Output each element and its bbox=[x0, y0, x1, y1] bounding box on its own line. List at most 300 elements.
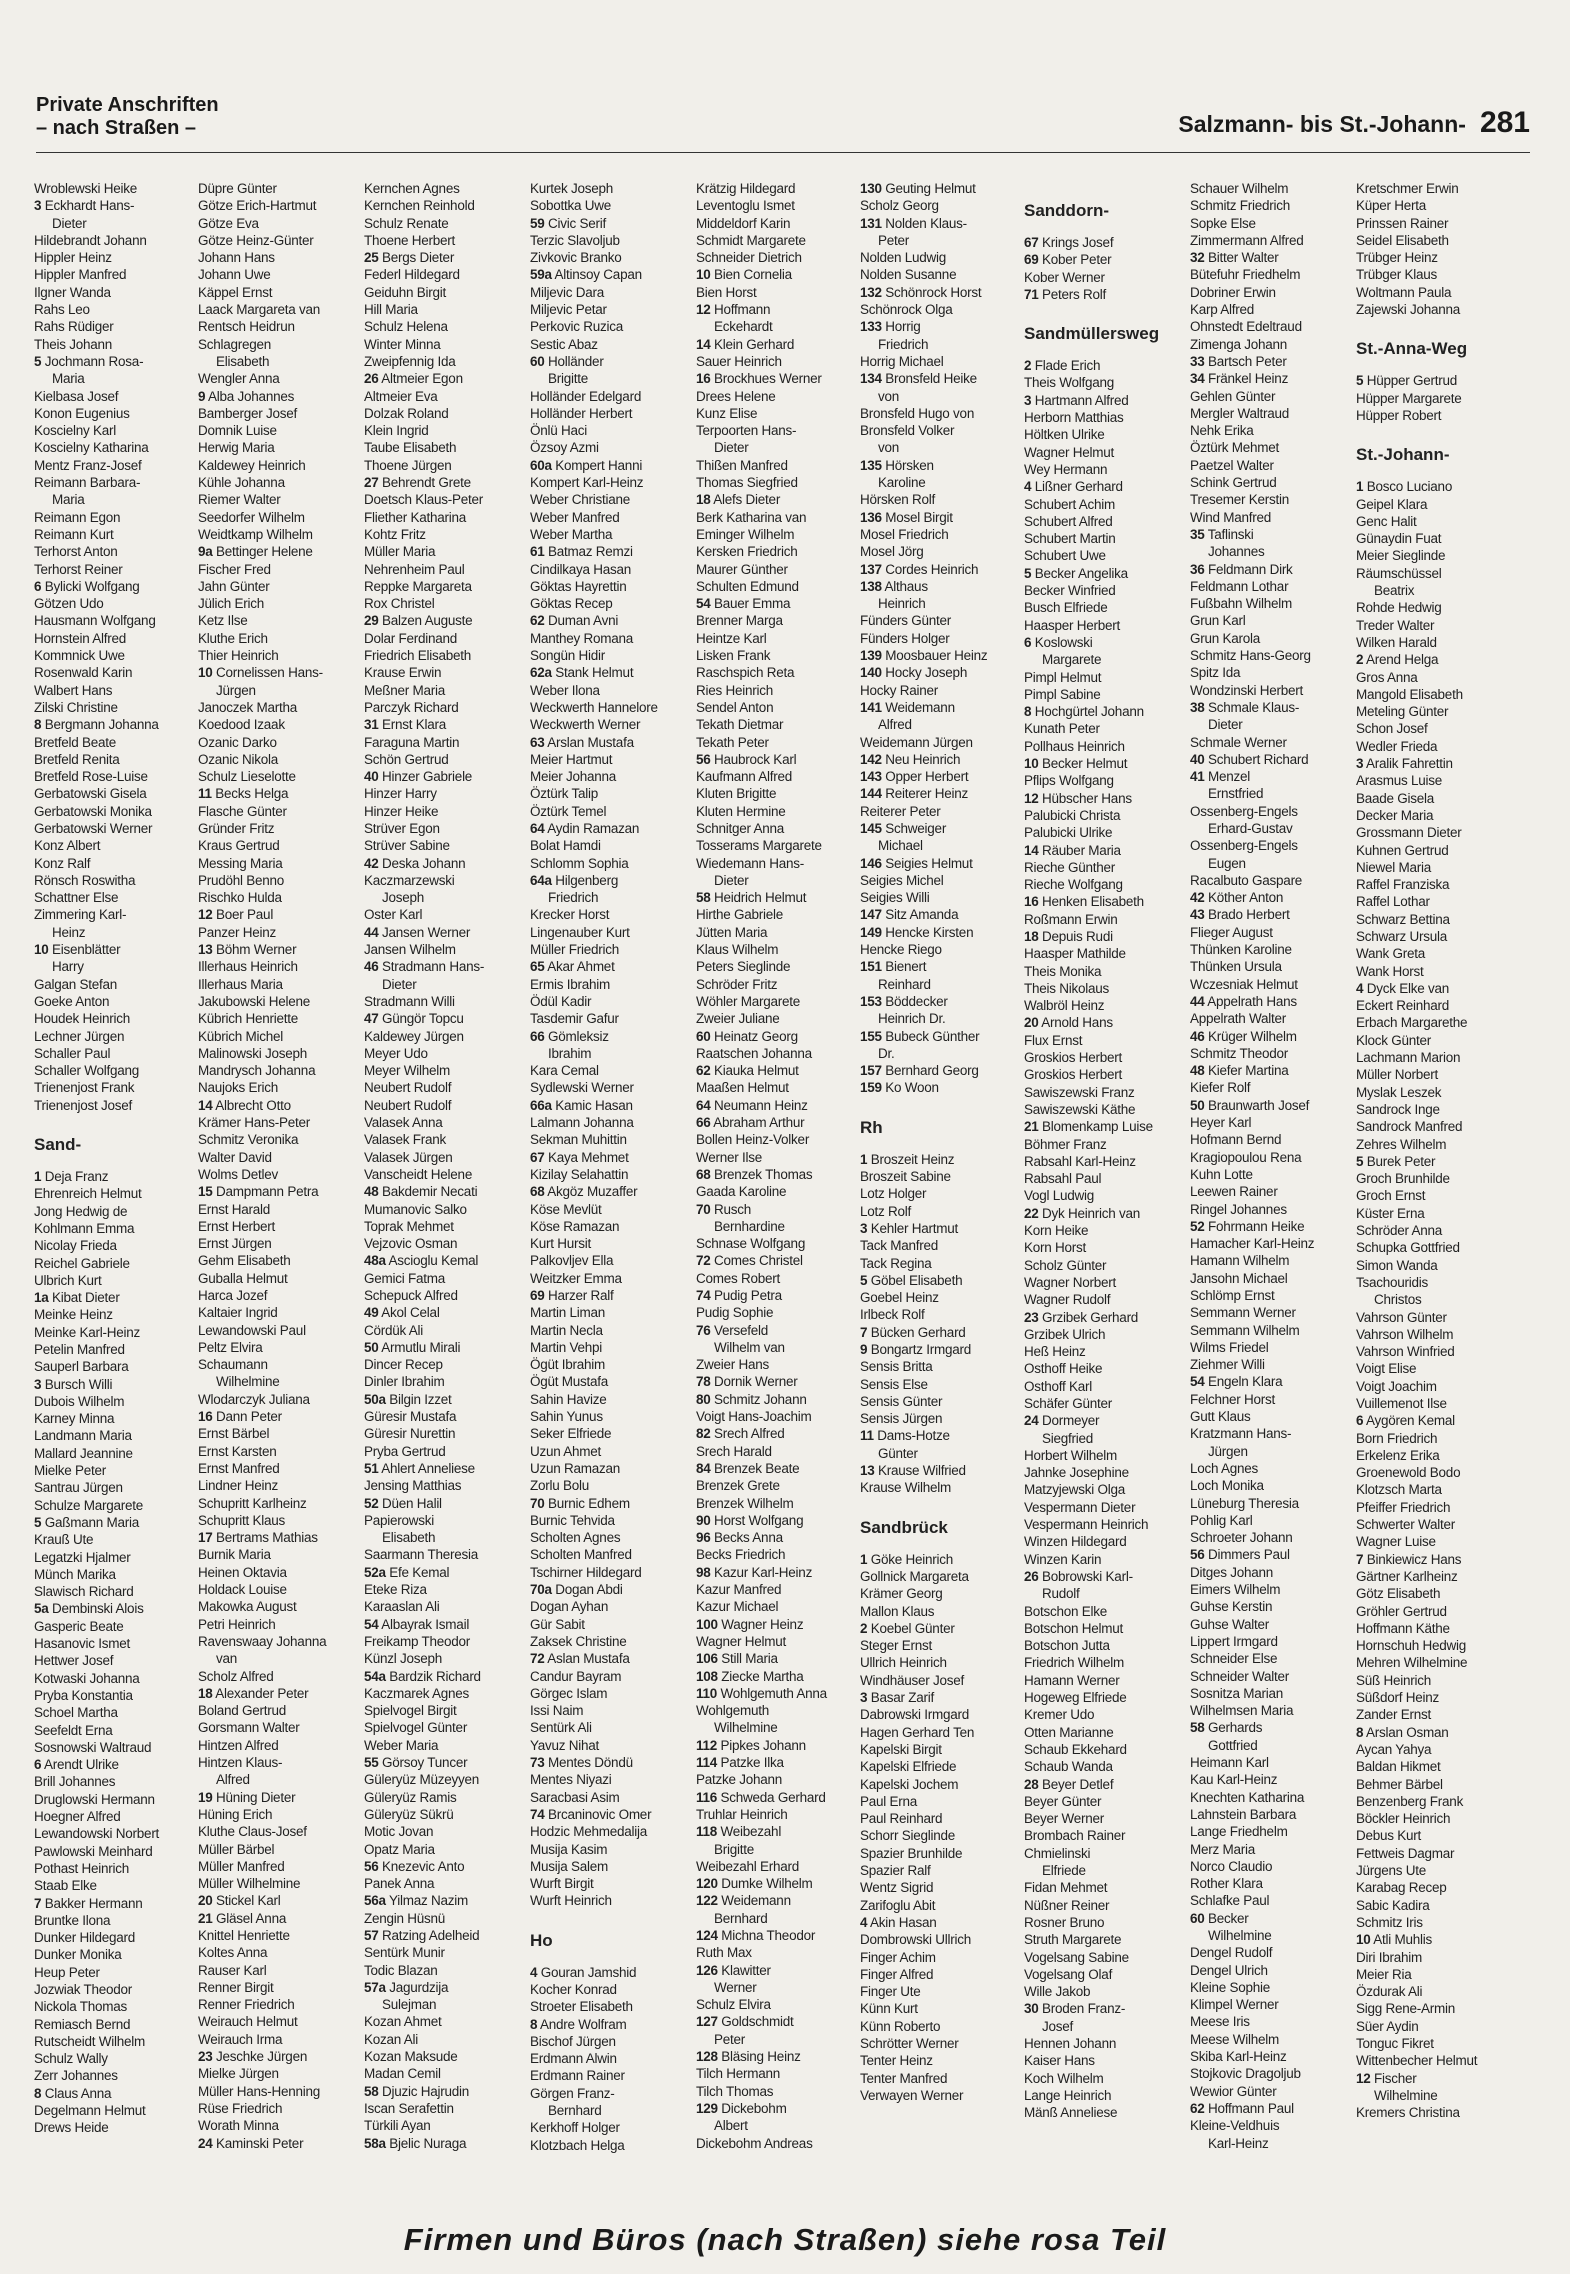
resident-entry: Hüpper Margarete bbox=[1356, 390, 1462, 406]
resident-entry: Kaldewey Heinrich bbox=[198, 457, 306, 473]
house-number: 56 bbox=[364, 1858, 379, 1874]
house-number: 8 bbox=[34, 2085, 42, 2101]
resident-entry: 60 Holländer bbox=[530, 353, 604, 369]
resident-entry: Schneider Walter bbox=[1190, 1668, 1290, 1684]
resident-entry: Schaub Wanda bbox=[1024, 1759, 1113, 1775]
resident-entry: Houdek Heinrich bbox=[34, 1011, 131, 1027]
resident-entry: Geipel Klara bbox=[1356, 496, 1428, 512]
resident-entry: 146 Seigies Helmut bbox=[860, 855, 973, 871]
resident-entry: Wille Jakob bbox=[1024, 1984, 1091, 2000]
house-number: 128 bbox=[696, 2049, 718, 2065]
resident-entry: Mielke Jürgen bbox=[198, 2066, 279, 2082]
house-number: 7 bbox=[860, 1324, 868, 1340]
resident-entry: Taube Elisabeth bbox=[364, 440, 457, 456]
house-number: 13 bbox=[860, 1463, 875, 1479]
resident-entry: Rüse Friedrich bbox=[198, 2100, 283, 2116]
resident-entry: 149 Hencke Kirsten bbox=[860, 924, 974, 940]
resident-entry: Ringel Johannes bbox=[1190, 1201, 1287, 1217]
resident-entry: 10 Atli Muhlis bbox=[1356, 1932, 1433, 1948]
resident-entry: Zaksek Christine bbox=[530, 1633, 627, 1649]
resident-entry: Knechten Katharina bbox=[1190, 1789, 1305, 1805]
resident-entry: 38 Schmale Klaus- bbox=[1190, 699, 1300, 715]
resident-entry: Hagen Gerhard Ten bbox=[860, 1724, 975, 1740]
resident-entry: Schaub Ekkehard bbox=[1024, 1741, 1127, 1757]
resident-entry: Perkovic Ruzica bbox=[530, 319, 624, 335]
resident-entry: 8 Andre Wolfram bbox=[530, 2016, 627, 2032]
resident-entry: 143 Opper Herbert bbox=[860, 769, 969, 785]
resident-entry: Götz Elisabeth bbox=[1356, 1586, 1441, 1602]
resident-entry: Düpre Günter bbox=[198, 181, 277, 196]
resident-entry: 108 Ziecke Martha bbox=[696, 1668, 804, 1684]
house-number: 50 bbox=[364, 1339, 379, 1355]
resident-entry: Botschon Elke bbox=[1024, 1603, 1108, 1619]
resident-entry: Ohnstedt Edeltraud bbox=[1190, 319, 1302, 335]
resident-entry: Wlodarczyk Juliana bbox=[198, 1391, 310, 1407]
resident-entry: Gros Anna bbox=[1356, 669, 1418, 685]
resident-entry: Semmann Werner bbox=[1190, 1305, 1296, 1321]
resident-entry: 72 Comes Christel bbox=[696, 1253, 803, 1269]
resident-entry: 21 Gläsel Anna bbox=[198, 1910, 287, 1926]
resident-entry: Mandrysch Johanna bbox=[198, 1063, 316, 1079]
resident-entry: Kleine-Veldhuis bbox=[1190, 2118, 1280, 2134]
resident-entry: 60 Heinatz Georg bbox=[696, 1028, 798, 1044]
resident-entry: Höltken Ulrike bbox=[1024, 427, 1105, 443]
resident-entry: Flasche Günter bbox=[198, 803, 287, 819]
resident-entry: Petelin Manfred bbox=[34, 1342, 125, 1357]
resident-entry: 25 Bergs Dieter bbox=[364, 250, 455, 266]
resident-entry: Hüning Erich bbox=[198, 1806, 273, 1822]
resident-entry: Weibezahl Erhard bbox=[696, 1858, 800, 1874]
house-number: 62 bbox=[1190, 2100, 1205, 2116]
resident-entry: Schubert Uwe bbox=[1024, 548, 1106, 564]
house-number: 1 bbox=[1356, 479, 1364, 495]
resident-entry: Tack Manfred bbox=[860, 1238, 939, 1254]
resident-entry: Tresemer Kerstin bbox=[1190, 492, 1290, 508]
resident-entry: 129 Dickebohm bbox=[696, 2100, 787, 2116]
resident-entry: Kiefer Rolf bbox=[1190, 1080, 1251, 1096]
house-number: 62 bbox=[696, 1063, 711, 1079]
resident-entry: Kaltaier Ingrid bbox=[198, 1305, 278, 1321]
resident-entry: Trienenjost Josef bbox=[34, 1097, 133, 1113]
resident-entry: 73 Mentes Döndü bbox=[530, 1755, 633, 1771]
resident-entry: 9 Alba Johannes bbox=[198, 388, 295, 404]
entry-continuation: Heinrich Dr. bbox=[878, 1011, 946, 1027]
resident-entry: Krauß Ute bbox=[34, 1532, 94, 1548]
resident-entry: Meyer Udo bbox=[364, 1045, 428, 1061]
resident-entry: Sopke Else bbox=[1190, 215, 1256, 231]
house-number: 130 bbox=[860, 181, 882, 196]
resident-entry: Raffel Franziska bbox=[1356, 877, 1450, 893]
resident-entry: Osthoff Heike bbox=[1024, 1361, 1103, 1377]
house-number: 44 bbox=[364, 924, 379, 940]
resident-entry: Sensis Britta bbox=[860, 1359, 933, 1375]
resident-entry: Schwarz Ursula bbox=[1356, 928, 1448, 944]
resident-entry: 12 Boer Paul bbox=[198, 907, 274, 923]
house-number: 54 bbox=[696, 596, 711, 612]
resident-entry: Knittel Henriette bbox=[198, 1927, 290, 1943]
header-rule bbox=[36, 152, 1530, 153]
resident-entry: 10 Cornelissen Hans- bbox=[198, 665, 323, 681]
house-number: 155 bbox=[860, 1028, 882, 1044]
resident-entry: Dinler Ibrahim bbox=[364, 1374, 445, 1390]
resident-entry: Klaus Wilhelm bbox=[696, 942, 779, 958]
house-number: 118 bbox=[696, 1824, 718, 1840]
resident-entry: Rahs Rüdiger bbox=[34, 319, 114, 335]
resident-entry: 18 Alefs Dieter bbox=[696, 492, 781, 508]
resident-entry: Toprak Mehmet bbox=[364, 1218, 454, 1234]
house-number: 2 bbox=[1024, 358, 1032, 374]
resident-entry: Maurer Günther bbox=[696, 561, 788, 577]
house-number: 70a bbox=[530, 1582, 552, 1598]
resident-entry: Herwig Maria bbox=[198, 440, 275, 456]
house-number: 71 bbox=[1024, 286, 1039, 302]
resident-entry: Vahrson Winfried bbox=[1356, 1344, 1455, 1360]
resident-entry: 140 Hocky Joseph bbox=[860, 665, 968, 681]
resident-entry: Bolat Hamdi bbox=[530, 838, 601, 854]
house-number: 60 bbox=[1190, 1910, 1205, 1926]
resident-entry: Truhlar Heinrich bbox=[696, 1806, 788, 1822]
resident-entry: 96 Becks Anna bbox=[696, 1530, 783, 1546]
resident-entry: Meese Wilhelm bbox=[1190, 2031, 1280, 2047]
house-number: 72 bbox=[530, 1651, 545, 1667]
resident-entry: Mehren Wilhelmine bbox=[1356, 1655, 1468, 1671]
resident-entry: Koscielny Karl bbox=[34, 423, 117, 439]
resident-entry: Weber Manfred bbox=[530, 509, 620, 525]
resident-entry: Hirthe Gabriele bbox=[696, 907, 784, 923]
resident-entry: Slawisch Richard bbox=[34, 1584, 134, 1600]
resident-entry: Krause Erwin bbox=[364, 665, 442, 681]
resident-entry: 110 Wohlgemuth Anna bbox=[696, 1685, 827, 1701]
resident-entry: Güleryüz Müzeyyen bbox=[364, 1772, 480, 1788]
house-number: 141 bbox=[860, 699, 882, 715]
resident-entry: Koscielny Katharina bbox=[34, 440, 149, 456]
house-number: 66 bbox=[530, 1028, 545, 1044]
entry-continuation: Christos bbox=[1374, 1292, 1422, 1308]
resident-entry: 18 Alexander Peter bbox=[198, 1685, 309, 1701]
resident-entry: 14 Klein Gerhard bbox=[696, 336, 795, 352]
house-number: 26 bbox=[364, 371, 379, 387]
entry-continuation: Harry bbox=[52, 959, 84, 975]
resident-entry: Önlü Haci bbox=[530, 423, 588, 439]
resident-entry: 127 Goldschmidt bbox=[696, 2014, 794, 2030]
resident-entry: Schäfer Günter bbox=[1024, 1396, 1113, 1411]
house-number: 68 bbox=[696, 1166, 711, 1182]
resident-entry: Böckler Heinrich bbox=[1356, 1811, 1451, 1827]
resident-entry: 137 Cordes Heinrich bbox=[860, 561, 979, 577]
resident-entry: 136 Mosel Birgit bbox=[860, 509, 953, 525]
resident-entry: Sestic Abaz bbox=[530, 336, 598, 352]
entry-continuation: Johannes bbox=[1208, 544, 1265, 560]
resident-entry: Weidtkamp Wilhelm bbox=[198, 526, 313, 542]
resident-entry: 23 Jeschke Jürgen bbox=[198, 2049, 308, 2065]
house-number: 78 bbox=[696, 1374, 711, 1390]
resident-entry: Mergler Waltraud bbox=[1190, 405, 1290, 421]
house-number: 3 bbox=[1356, 756, 1364, 772]
resident-entry: Rother Klara bbox=[1190, 1876, 1263, 1892]
resident-entry: Valasek Anna bbox=[364, 1115, 443, 1131]
resident-entry: 138 Althaus bbox=[860, 578, 928, 594]
resident-entry: Wurft Heinrich bbox=[530, 1893, 612, 1909]
resident-entry: Bretfeld Beate bbox=[34, 734, 117, 750]
house-number: 31 bbox=[364, 717, 379, 733]
resident-entry: Hippler Manfred bbox=[34, 267, 127, 283]
resident-entry: Meier Sieglinde bbox=[1356, 548, 1446, 564]
resident-entry: Hocky Rainer bbox=[860, 682, 939, 698]
resident-entry: Sosnitza Marian bbox=[1190, 1685, 1284, 1701]
resident-entry: Walbert Hans bbox=[34, 682, 113, 698]
column-5 bbox=[696, 180, 856, 2152]
house-number: 47 bbox=[364, 1011, 379, 1027]
resident-entry: Renner Birgit bbox=[198, 1979, 274, 1995]
resident-entry: Hamann Wilhelm bbox=[1190, 1253, 1290, 1269]
resident-entry: 10 Bien Cornelia bbox=[696, 267, 792, 283]
resident-entry: Osthoff Karl bbox=[1024, 1378, 1093, 1394]
resident-entry: Otten Marianne bbox=[1024, 1724, 1114, 1740]
resident-entry: Kluthe Claus-Josef bbox=[198, 1824, 307, 1840]
resident-entry: Leewen Rainer bbox=[1190, 1184, 1278, 1200]
resident-entry: Haasper Mathilde bbox=[1024, 946, 1126, 962]
resident-entry: Ries Heinrich bbox=[696, 682, 774, 698]
resident-entry: 155 Bubeck Günther bbox=[860, 1028, 980, 1044]
resident-entry: Groskios Herbert bbox=[1024, 1067, 1123, 1083]
resident-entry: Scholz Georg bbox=[860, 198, 939, 214]
entry-continuation: Albert bbox=[714, 2118, 748, 2134]
resident-entry: Schubert Martin bbox=[1024, 531, 1116, 547]
resident-entry: 9a Bettinger Helene bbox=[198, 544, 313, 560]
resident-entry: Hüpper Robert bbox=[1356, 407, 1442, 423]
resident-entry: Hofmann Bernd bbox=[1190, 1132, 1282, 1148]
entry-continuation: Dieter bbox=[1208, 717, 1243, 733]
resident-entry: Schnitger Anna bbox=[696, 820, 785, 836]
entry-continuation: Dieter bbox=[382, 976, 417, 992]
resident-entry: Gaada Karoline bbox=[696, 1184, 787, 1200]
resident-entry: Scholz Alfred bbox=[198, 1668, 274, 1684]
resident-entry: 24 Dormeyer bbox=[1024, 1413, 1100, 1429]
resident-entry: 64 Aydin Ramazan bbox=[530, 820, 640, 836]
resident-entry: Kohlmann Emma bbox=[34, 1220, 135, 1236]
resident-entry: Schulten Edmund bbox=[696, 578, 799, 594]
resident-entry: Konz Albert bbox=[34, 838, 101, 854]
resident-entry: 57a Jagurdzija bbox=[364, 1979, 449, 1995]
house-number: 58 bbox=[364, 2083, 379, 2099]
resident-entry: Lalmann Johanna bbox=[530, 1115, 634, 1131]
resident-entry: Benzenberg Frank bbox=[1356, 1793, 1464, 1809]
resident-entry: Flux Ernst bbox=[1024, 1032, 1083, 1048]
resident-entry: Hintzen Klaus- bbox=[198, 1755, 283, 1771]
entry-continuation: Dieter bbox=[714, 872, 749, 888]
resident-entry: Sahin Havize bbox=[530, 1391, 607, 1407]
house-number: 12 bbox=[1024, 790, 1039, 806]
resident-entry: Wagner Norbert bbox=[1024, 1274, 1117, 1290]
resident-entry: Parczyk Richard bbox=[364, 699, 459, 715]
resident-entry: Kober Werner bbox=[1024, 269, 1105, 285]
resident-entry: 90 Horst Wolfgang bbox=[696, 1512, 804, 1528]
resident-entry: 40 Schubert Richard bbox=[1190, 751, 1309, 767]
resident-entry: 33 Bartsch Peter bbox=[1190, 353, 1287, 369]
resident-entry: Wagner Luise bbox=[1356, 1534, 1436, 1550]
column-7 bbox=[1024, 180, 1184, 2121]
resident-entry: Bien Horst bbox=[696, 284, 757, 300]
house-number: 146 bbox=[860, 855, 882, 871]
house-number: 54 bbox=[1190, 1374, 1205, 1390]
house-number: 145 bbox=[860, 820, 882, 836]
house-number: 116 bbox=[696, 1789, 718, 1805]
resident-entry: Pothast Heinrich bbox=[34, 1860, 130, 1876]
house-number: 17 bbox=[198, 1530, 213, 1546]
resident-entry: Legatzki Hjalmer bbox=[34, 1549, 131, 1565]
house-number: 52 bbox=[1190, 1218, 1205, 1234]
house-number: 15 bbox=[198, 1184, 213, 1200]
resident-entry: Santrau Jürgen bbox=[34, 1480, 123, 1496]
resident-entry: Kapelski Birgit bbox=[860, 1741, 942, 1757]
resident-entry: 145 Schweiger bbox=[860, 820, 947, 836]
entry-continuation: Wilhelmine bbox=[714, 1720, 778, 1736]
entry-continuation: Michael bbox=[878, 838, 923, 854]
resident-entry: Illerhaus Maria bbox=[198, 976, 283, 992]
house-number: 50a bbox=[364, 1391, 386, 1407]
resident-entry: Sawiszewski Franz bbox=[1024, 1084, 1135, 1100]
resident-entry: Kübrich Michel bbox=[198, 1028, 284, 1044]
resident-entry: Wentz Sigrid bbox=[860, 1880, 934, 1896]
resident-entry: Klotzbach Helga bbox=[530, 2137, 625, 2153]
resident-entry: Motic Jovan bbox=[364, 1824, 434, 1840]
resident-entry: Spielvogel Birgit bbox=[364, 1703, 457, 1719]
resident-entry: Reiterer Peter bbox=[860, 803, 941, 819]
resident-entry: Schulz Lieselotte bbox=[198, 769, 296, 785]
house-number: 6 bbox=[34, 1757, 42, 1773]
resident-entry: Künzl Joseph bbox=[364, 1651, 443, 1667]
resident-entry: Leventoglu Ismet bbox=[696, 198, 795, 214]
entry-continuation: Brigitte bbox=[714, 1841, 755, 1857]
resident-entry: Spazier Brunhilde bbox=[860, 1845, 963, 1861]
resident-entry: Lechner Jürgen bbox=[34, 1028, 125, 1044]
house-number: 24 bbox=[198, 2135, 213, 2151]
resident-entry: 23 Grzibek Gerhard bbox=[1024, 1309, 1139, 1325]
resident-entry: Dunker Monika bbox=[34, 1947, 122, 1963]
house-number: 98 bbox=[696, 1564, 711, 1580]
resident-entry: 11 Becks Helga bbox=[198, 786, 289, 802]
resident-entry: Cindilkaya Hasan bbox=[530, 561, 632, 577]
house-number: 4 bbox=[860, 1914, 868, 1930]
resident-entry: Horbert Wilhelm bbox=[1024, 1447, 1118, 1463]
resident-entry: 60 Becker bbox=[1190, 1910, 1249, 1926]
resident-entry: Gorsmann Walter bbox=[198, 1720, 300, 1736]
resident-entry: Wondzinski Herbert bbox=[1190, 682, 1304, 698]
resident-entry: Wittenbecher Helmut bbox=[1356, 2053, 1478, 2069]
resident-entry: 3 Kehler Hartmut bbox=[860, 1220, 959, 1236]
entry-continuation: Elfriede bbox=[1042, 1863, 1086, 1879]
resident-entry: Reimann Barbara- bbox=[34, 475, 141, 491]
resident-entry: 54 Albayrak Ismail bbox=[364, 1616, 470, 1632]
resident-entry: Wczesniak Helmut bbox=[1190, 976, 1298, 992]
entry-continuation: Werner bbox=[714, 1979, 757, 1995]
resident-entry: Baldan Hikmet bbox=[1356, 1759, 1441, 1775]
resident-entry: Zimenga Johann bbox=[1190, 336, 1288, 352]
resident-entry: Schulz Wally bbox=[34, 2051, 108, 2067]
house-number: 65 bbox=[530, 959, 545, 975]
resident-entry: Hausmann Wolfgang bbox=[34, 613, 156, 629]
resident-entry: Todic Blazan bbox=[364, 1962, 438, 1978]
house-number: 159 bbox=[860, 1080, 882, 1096]
resident-entry: Mentz Franz-Josef bbox=[34, 457, 142, 473]
resident-entry: Ernst Harald bbox=[198, 1201, 271, 1217]
resident-entry: Vahrson Günter bbox=[1356, 1309, 1447, 1325]
resident-entry: Wagner Rudolf bbox=[1024, 1292, 1111, 1308]
resident-entry: 106 Still Maria bbox=[696, 1651, 778, 1667]
entry-continuation: Reinhard bbox=[878, 976, 931, 992]
resident-entry: Weckwerth Werner bbox=[530, 717, 641, 733]
resident-entry: Manthey Romana bbox=[530, 630, 634, 646]
street-heading: Rh bbox=[860, 1117, 883, 1137]
entry-continuation: Heinz bbox=[52, 924, 86, 940]
house-number: 3 bbox=[1024, 392, 1032, 408]
house-number: 18 bbox=[1024, 928, 1039, 944]
resident-entry: Ossenberg-Engels bbox=[1190, 803, 1298, 819]
resident-entry: Kohtz Fritz bbox=[364, 526, 426, 542]
resident-entry: Krämer Georg bbox=[860, 1586, 943, 1602]
resident-entry: Schmitz Hans-Georg bbox=[1190, 648, 1311, 664]
resident-entry: Boland Gertrud bbox=[198, 1703, 287, 1719]
resident-entry: Grun Karl bbox=[1190, 613, 1246, 629]
house-number: 90 bbox=[696, 1512, 711, 1528]
entry-continuation: Friedrich bbox=[548, 890, 599, 906]
resident-entry: Eckert Reinhard bbox=[1356, 998, 1450, 1014]
resident-entry: Dubois Wilhelm bbox=[34, 1393, 125, 1409]
resident-entry: Nehrenheim Paul bbox=[364, 561, 465, 577]
resident-entry: 124 Michna Theodor bbox=[696, 1927, 816, 1943]
resident-entry: Kersken Friedrich bbox=[696, 544, 798, 560]
resident-entry: 56 Dimmers Paul bbox=[1190, 1547, 1290, 1563]
resident-entry: Götze Erich-Hartmut bbox=[198, 198, 317, 214]
column-3 bbox=[364, 180, 524, 2152]
resident-entry: 70a Dogan Abdi bbox=[530, 1582, 623, 1598]
house-number: 20 bbox=[1024, 1015, 1039, 1031]
house-number: 60 bbox=[530, 353, 545, 369]
house-number: 110 bbox=[696, 1685, 718, 1701]
resident-entry: 3 Eckhardt Hans- bbox=[34, 198, 135, 214]
resident-entry: Mosel Jörg bbox=[860, 544, 924, 560]
entry-continuation: Joseph bbox=[382, 890, 425, 906]
resident-entry: Terhorst Anton bbox=[34, 544, 118, 560]
resident-entry: Kizilay Selahattin bbox=[530, 1166, 629, 1182]
resident-entry: Weber Martha bbox=[530, 526, 613, 542]
resident-entry: Ozanic Darko bbox=[198, 734, 277, 750]
resident-entry: 50 Braunwarth Josef bbox=[1190, 1097, 1310, 1113]
resident-entry: 24 Kaminski Peter bbox=[198, 2135, 304, 2151]
house-number: 1 bbox=[860, 1151, 868, 1167]
resident-entry: 66 Gömleksiz bbox=[530, 1028, 609, 1044]
house-number: 149 bbox=[860, 924, 882, 940]
resident-entry: 29 Balzen Auguste bbox=[364, 613, 473, 629]
house-number: 1 bbox=[860, 1551, 868, 1567]
resident-entry: Seker Elfriede bbox=[530, 1426, 612, 1442]
house-number: 120 bbox=[696, 1876, 718, 1892]
resident-entry: Wagner Helmut bbox=[696, 1633, 787, 1649]
resident-entry: 2 Flade Erich bbox=[1024, 358, 1101, 374]
resident-entry: 69 Harzer Ralf bbox=[530, 1288, 614, 1303]
resident-entry: Mielke Peter bbox=[34, 1463, 107, 1479]
house-number: 1a bbox=[34, 1290, 49, 1306]
resident-entry: Johann Hans bbox=[198, 250, 275, 266]
resident-entry: Becker Winfried bbox=[1024, 583, 1116, 599]
resident-entry: Weckwerth Hannelore bbox=[530, 699, 658, 715]
house-number: 56a bbox=[364, 1893, 386, 1909]
resident-entry: 5 Jochmann Rosa- bbox=[34, 353, 144, 369]
house-number: 2 bbox=[1356, 652, 1364, 668]
resident-entry: Sensis Günter bbox=[860, 1393, 943, 1409]
resident-entry: Roßmann Erwin bbox=[1024, 911, 1118, 927]
resident-entry: Dombrowski Ullrich bbox=[860, 1932, 972, 1948]
